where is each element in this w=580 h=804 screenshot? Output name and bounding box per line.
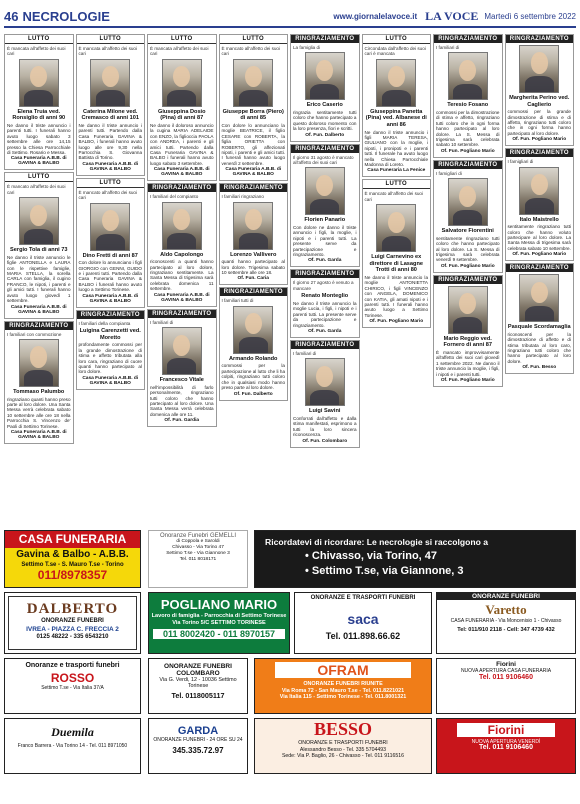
portrait-photo: [376, 204, 416, 252]
ad-brand: Varetto: [485, 602, 527, 617]
notice-intro: È mancato all'affetto dei suoi cari: [78, 189, 138, 201]
deceased-name: Giuseppe Borra (Piero) di anni 85: [222, 108, 284, 122]
obituary-notice: [147, 309, 217, 427]
portrait-photo: [519, 274, 559, 322]
notice-label: LUTTO: [77, 35, 145, 44]
deceased-name: Florien Panario: [304, 217, 346, 224]
funeral-home-signature: Casa Funeraria A.B.B. di GAVINA & BALBO: [82, 293, 139, 304]
funeral-home-signature: Casa Funeraria A.B.B. di GAVINA & BALBO: [10, 304, 67, 315]
section-title: NECROLOGIE: [22, 8, 110, 24]
deceased-name: Elena Truia ved. Ronsiglio di anni 90: [12, 108, 66, 122]
deceased-name: Sergio Tola di anni 73: [10, 247, 68, 254]
obituary-column: [290, 34, 360, 526]
ad-brand: OFRAM: [275, 662, 411, 678]
funeral-home-signature: Of. Fun. Dalberto: [233, 391, 273, 397]
deceased-name: Aldo Capolongo: [160, 251, 204, 258]
notice-intro: È mancata all'affetto dei suoi cari: [78, 46, 138, 57]
obituary-notice: [290, 269, 360, 337]
obituary-notice: [505, 263, 575, 374]
funeral-home-signature: Of. Fun. Caria: [237, 276, 269, 282]
page-number: 46: [4, 8, 19, 24]
notice-label: RINGRAZIAMENTO: [291, 145, 359, 153]
notice-label: LUTTO: [5, 173, 73, 182]
portrait-photo: [519, 167, 559, 215]
reminder-heading: Ricordatevi di ricordare: Le necrologie si raccolgono a: [265, 537, 489, 547]
obituary-notice: [4, 172, 74, 318]
obituary-notice: [4, 321, 74, 444]
notice-label: LUTTO: [363, 35, 431, 44]
ad-contact: Alessandro Besso - Tel. 335 5704493: [299, 746, 387, 753]
notice-intro: È mancato all'affetto dei suoi cari: [364, 191, 424, 202]
ad-brand: BESSO: [313, 719, 373, 739]
ad-fiorini-2[interactable]: [436, 718, 576, 774]
notice-label: LUTTO: [77, 179, 145, 188]
ad-heading: ONORANZE E TRASPORTI FUNEBRI: [310, 595, 416, 601]
notice-intro: È mancata all'affetto dei suoi cari: [150, 46, 209, 57]
ad-address: Via G. Verdi, 12 - 10036 Settimo Torinese: [159, 677, 237, 689]
notice-text: ringrazia sentitamente tutti coloro che hanno partecipato a questo doloroso momento con la loro presenza, fiori e scritti.: [293, 110, 357, 132]
obituary-grid: [4, 34, 576, 526]
notice-label: RINGRAZIAMENTO: [220, 288, 288, 296]
notice-label: RINGRAZIAMENTO: [220, 184, 288, 192]
obituary-column: [362, 34, 432, 526]
notice-label: RINGRAZIAMENTO: [506, 149, 574, 157]
notice-label: RINGRAZIAMENTO: [148, 184, 216, 192]
ad-subtitle: Lavoro di famiglia - Parrocchia di Settimo Torinese: [151, 613, 287, 619]
funeral-home-signature: Of. Fun. Garda: [308, 328, 342, 334]
ad-subtitle: ONORANZE FUNEBRI - 24 ORE SU 24: [153, 737, 243, 743]
ad-subtitle: NUOVA APERTURA VENERDÌ: [471, 739, 541, 745]
notice-text: quanti hanno partecipato al loro dolore. Trigesima sabato 10 settembre alle ore 18.: [221, 259, 285, 276]
obituary-notice: [433, 160, 503, 273]
obituary-notice: [362, 179, 432, 328]
funeral-home-signature: Casa Funeraria A.B.B. di GAVINA & BALBO: [10, 156, 67, 167]
obituary-notice: [219, 287, 289, 400]
ad-varetto[interactable]: [436, 592, 576, 654]
ad-phone: 011/8978357: [37, 568, 108, 582]
notice-intro: È mancato all'affetto dei suoi cari: [221, 46, 281, 57]
deceased-name: Francesco Vitale: [159, 377, 204, 384]
obituary-column: [505, 34, 575, 526]
ad-brand: saca: [347, 611, 379, 627]
obituary-notice: [433, 275, 503, 387]
ad-heading: ONORANZE FUNEBRI: [437, 593, 575, 600]
publication-name: LA VOCE: [425, 8, 479, 23]
obituary-notice: [147, 183, 217, 306]
notice-text: commossi per la partecipazione al lutto che li ha colpiti, ringraziano tutti coloro che in qualsiasi modo hanno preso parte al loro dolore.: [221, 363, 285, 391]
ad-phone: Tel. 011 9106460: [479, 674, 533, 681]
deceased-name: Tommaso Palumbo: [13, 388, 65, 395]
ad-address: Via Italia 115 - Settimo Torinese - Tel. 011.8001321: [279, 694, 407, 700]
ad-brand: DALBERTO: [26, 601, 119, 617]
ad-brand: COLOMBARO: [176, 670, 220, 677]
obituary-notice: [147, 34, 217, 181]
deceased-name: Mario Reggio ved. Fornero di anni 87: [443, 335, 492, 349]
ad-line: di Coppola e Saroldi: [176, 539, 220, 544]
notice-text: Con dolore ne danno il triste annuncio i figli, la moglie, i nipoti e i parenti tutti. La presente serve da partecipazione e ringraziamento.: [293, 225, 357, 258]
portrait-photo: [162, 327, 202, 375]
ad-ofram[interactable]: [254, 658, 432, 714]
obituary-notice: [290, 144, 360, 268]
portrait-photo: [233, 306, 273, 354]
notice-text: riconoscenti per la dimostrazione di affetto e di stima tributata al loro caro, ringraziano tutti coloro che hanno partecipato al loro dolore.: [507, 331, 571, 364]
portrait-photo: [448, 178, 488, 226]
deceased-name: Margherita Perino ved. Caglierio: [509, 95, 570, 108]
ad-phone: 011 8002420 - 011 8970157: [153, 629, 285, 639]
notice-label: LUTTO: [5, 35, 73, 44]
notice-text: Con dolore lo annunciano la moglie BEATRICE, il figlio CESARE con ROBERTA, la figlia ORIETTA con ROBERTO, gli affezionati nipoti, i parenti e gli amici tutti. I funerali hanno avuto luogo venerdì 2 settembre.: [221, 123, 285, 166]
portrait-photo: [305, 358, 345, 406]
funeral-home-signature: Of. Fun. Colombaro: [302, 438, 348, 444]
deceased-name: Luigina Carenzetti ved. Moretto: [79, 328, 141, 341]
page-header: [4, 6, 576, 28]
notice-text: commossi per la dimostrazione di stima e affetto, ringraziano tutti coloro che in ogni forma hanno partecipato al loro dolore. La S. Messa di trigesima sarà celebrata sabato 10 settembre.: [436, 110, 500, 148]
portrait-photo: [519, 45, 559, 93]
notice-label: RINGRAZIAMENTO: [434, 161, 502, 169]
deceased-name: Pasquale Scordamaglia: [507, 324, 571, 331]
portrait-photo: [233, 59, 273, 107]
ad-subtitle: NUOVA APERTURA CASA FUNERARIA: [460, 668, 552, 674]
ad-pogliano-mario[interactable]: [148, 592, 290, 654]
ad-dalberto[interactable]: [4, 592, 141, 654]
notice-text: È mancato improvvisamente all'affetto dei suoi cari giovedì 1 settembre 2022. Ne danno il triste annuncio la moglie, i figli, i nipoti e i parenti tutti.: [436, 350, 500, 377]
deceased-name: Luigi Carnevino ex direttore di Lasagne Trotti di anni 80: [369, 254, 423, 274]
ad-subtitle: ONORANZE E TRASPORTI FUNEBRI: [298, 740, 388, 746]
ad-brand: GARDA: [177, 725, 219, 737]
ad-saca[interactable]: [294, 592, 432, 654]
ad-colombaro[interactable]: [148, 658, 248, 714]
obituary-notice: [290, 340, 360, 448]
notice-text: Ne danno il triste annuncio le figlie ANTONELLA e LAURA con le rispettive famiglie, MARIA STELLA, la sorella CARLA con famiglia, il cugino FRANCO, le nipoti, i parenti e gli amici tutti. I funerali hanno avuto luogo giovedì 1 settembre.: [7, 254, 71, 304]
ad-line: Settimo T.se - Via Giannone 3: [166, 551, 230, 556]
ad-heading: ONORANZE FUNEBRI: [164, 663, 232, 670]
notice-label: RINGRAZIAMENTO: [434, 276, 502, 284]
funeral-home-signature: Casa Funeraria A.B.B. di GAVINA & BALBO: [82, 375, 139, 386]
deceased-name: Dino Fretti di anni 87: [82, 252, 138, 259]
deceased-name: Renato Monteglio: [301, 293, 349, 300]
funeral-home-signature: Of. Fun. Besso: [522, 365, 557, 371]
portrait-photo: [233, 202, 273, 250]
notice-label: LUTTO: [363, 180, 431, 189]
portrait-photo: [305, 52, 345, 100]
ad-subtitle: ONORANZE FUNEBRI: [41, 618, 104, 624]
obituary-notice: [219, 183, 289, 285]
notice-text: Ne danno il triste annuncio i parenti tutti. I funerali hanno avuto luogo sabato 3 settembre alle ore 14,15 presso la Chiesa Parrocchiale di Settimo. Rosario e Messa.: [7, 123, 71, 156]
notice-text: commossi per la grande dimostrazione di stima e di affetto, ringraziano tutti coloro che in ogni forma hanno partecipato al loro dolore.: [507, 109, 571, 136]
funeral-home-signature: Casa Funeraria La Fenice: [367, 168, 426, 174]
funeral-home-signature: Of. Fun. Pogliano Mario: [440, 378, 495, 384]
obituary-column: [219, 34, 289, 526]
notice-text: Conforrati dall'affetto e dalla stima manifestati, esprimono a tutti la loro sincera riconoscenza.: [293, 415, 357, 438]
notice-intro: I familiari con commozione: [7, 331, 62, 337]
notice-intro: I famigliari di: [507, 159, 534, 165]
notice-intro: I familiari di: [436, 45, 460, 50]
ad-necrologie-reminder: [254, 530, 576, 588]
deceased-name: Italo Maistrello: [519, 216, 559, 223]
notice-text: Ne danno il doloroso annuncio la cugina MARIA ADELAIDE con ENZO, la figlioccia PAOLA con ANDREA, i parenti e gli amici tutti. Partendo dalla Casa Funeraria GAVINA & BALBO i funerali hanno avuto luogo sabato 3 settembre.: [150, 123, 214, 166]
ad-locations: Settimo T.se - S. Mauro T.se - Torino: [21, 562, 124, 568]
notice-intro: Il giorno 31 agosto è mancato all'affetto dei suoi cari: [293, 154, 354, 166]
notice-text: Ne danno il triste annuncio i figli MARIA TERESA, GIULIANO con la moglie, i nipoti, i pronipoti e i parenti tutti. Il funerale ha avuto luogo nella Chiesa Parrocchiale Madonna di Loreto.: [364, 129, 428, 168]
portrait-photo: [448, 286, 488, 334]
obituary-notice: [433, 34, 503, 158]
obituary-notice: [76, 310, 146, 390]
notice-label: RINGRAZIAMENTO: [291, 270, 359, 278]
notice-intro: I familiari del compianto: [150, 194, 199, 200]
obituary-notice: [505, 34, 575, 146]
deceased-name: Erico Caserio: [306, 102, 343, 109]
ad-phone: Tel. 011 9106460: [479, 744, 533, 751]
issue-date: Martedì 6 settembre 2022: [484, 11, 576, 21]
obituary-notice: [76, 34, 146, 176]
notice-intro: I familiari tutti di: [221, 298, 254, 304]
obituary-notice: [290, 34, 360, 142]
deceased-name: Giuseppina Panetta (Pina) ved. Albanese di anni 86: [365, 108, 427, 128]
ad-title: CASA FUNERARIA: [5, 531, 140, 548]
portrait-photo: [19, 59, 59, 107]
ad-phone: Tel. 011.898.66.62: [325, 631, 401, 641]
notice-label: RINGRAZIAMENTO: [434, 35, 502, 43]
ad-address: IVREA - PIAZZA C. FRECCIA 2: [26, 626, 119, 633]
website-link[interactable]: www.giornalelavoce.it: [333, 11, 418, 21]
ad-phone: Tel: 011/910 2118 - Cell: 347 4739 432: [457, 627, 555, 633]
notice-text: ringraziano quanti hanno preso parte al loro dolore. Una Santa Messa verrà celebrata sabato 10 settembre alle ore 18 nella Parrocchia S. Vincenzo de' Paoli di Settimo Torinese.: [7, 396, 71, 429]
reminder-location-2: • Settimo T.se, via Giannone, 3: [305, 565, 464, 577]
ad-gemelli[interactable]: [148, 530, 248, 588]
ad-garda[interactable]: [148, 718, 248, 774]
ad-brand: ROSSO: [50, 671, 95, 685]
ad-fiorini[interactable]: [436, 658, 576, 714]
funeral-home-signature: Of. Fun. Pogliano Mario: [369, 319, 424, 325]
notice-intro: È mancato all'affetto dei suoi cari: [7, 184, 66, 195]
notice-text: sentitamente ringraziano tutti coloro che hanno voluto partecipare al loro dolore. La Santa Messa di trigesima sarà celebrata sabato 10 settembre.: [507, 224, 571, 251]
notice-intro: Circondata dall'affetto dei suoi cari è mancata: [364, 46, 426, 57]
portrait-photo: [19, 197, 59, 245]
ad-brand: POGLIANO MARIO: [160, 597, 278, 612]
ad-brand: Fiorini: [496, 661, 516, 668]
obituary-notice: [219, 34, 289, 181]
ad-phone: 345.335.72.97: [172, 746, 224, 755]
funeral-home-signature: Of. Fun. Pogliano Mario: [440, 148, 495, 154]
portrait-photo: [19, 339, 59, 387]
obituary-column: [76, 34, 146, 526]
notice-text: Con dolore lo annunciano i figli GIORGIO con GENNI, GUIDO e i parenti tutti. Partendo dalla Casa Funeraria GAVINA & BALBO i funerali hanno avuto luogo a Settimo Torinese.: [78, 260, 142, 293]
notice-intro: I familiari di: [150, 319, 174, 325]
obituary-column: [147, 34, 217, 526]
portrait-photo: [90, 203, 130, 251]
notice-text: Ne danno il triste annuncio la moglie ANTONIETTA CHIRICO, i figli VINCENZO con ANGELA, DOMENICO con KATIA, gli amati nipoti e i parenti tutti. I funerali hanno avuto luogo a Settimo Torinese.: [364, 275, 428, 318]
deceased-name: Armando Rolando: [229, 355, 278, 362]
portrait-photo: [162, 202, 202, 250]
ad-besso[interactable]: [254, 718, 432, 774]
ad-heading: Onoranze e trasporti funebri: [25, 662, 120, 669]
notice-label: RINGRAZIAMENTO: [77, 311, 145, 319]
ad-brand: Fiorini: [457, 723, 555, 737]
ad-address: Settimo T.se - Via Italia 37/A: [41, 685, 104, 691]
ad-phone: 0125 48222 - 335 6543210: [36, 634, 109, 640]
ad-line: Chivasso - Via Torino 47: [172, 545, 224, 550]
notice-label: RINGRAZIAMENTO: [506, 264, 574, 272]
ad-logo-text: Onoranze Funebri GEMELLI: [159, 533, 237, 539]
funeral-home-signature: Of. Fun. Dalberto: [305, 132, 345, 138]
funeral-home-signature: Casa Funeraria A.B.B. di GAVINA & BALBO: [153, 292, 210, 303]
obituary-column: [4, 34, 74, 526]
notice-text: riconoscenti a quanti hanno partecipato al loro dolore, ringraziano sentitamente. La Santa Messa di trigesima sarà celebrata domenica 11 settembre.: [150, 259, 214, 292]
portrait-photo: [90, 59, 130, 107]
notice-intro: I famigliari di: [436, 170, 462, 176]
notice-intro: Il giorno 27 agosto è venuto a mancare: [293, 280, 354, 291]
ad-gavina-balbo[interactable]: [4, 530, 141, 588]
notice-text: Ne danno il triste annuncio la moglie Lucia, i figli, i nipoti e i parenti tutti. La presente serve da partecipazione e ringraziamento.: [293, 300, 357, 328]
ad-rosso[interactable]: [4, 658, 141, 714]
notice-text: Ne danno il triste annuncio i parenti tutti. Partendo dalla Casa Funeraria GAVINA & BALBO, i funerali hanno avuto luogo alle ore 9,30 nella Parrocchia S. Giovanna Battista di Torino.: [78, 123, 142, 161]
obituary-notice: [505, 148, 575, 261]
ad-address: CASA FUNERARIA - Via Moncenisio 1 - Chivasso: [450, 618, 562, 624]
notice-intro: La famiglia di: [293, 45, 321, 50]
funeral-home-signature: Of. Fun. Garda: [308, 258, 342, 264]
ad-line: Tel. 011 8018171: [179, 557, 217, 562]
notice-label: RINGRAZIAMENTO: [5, 322, 73, 330]
deceased-name: Teresio Fosano: [447, 102, 489, 109]
ad-address: Via Roma 72 - San Mauro T.se - Tel. 011.8221021: [281, 687, 405, 694]
notice-label: RINGRAZIAMENTO: [291, 341, 359, 349]
obituary-column: [433, 34, 503, 526]
notice-intro: I familiari della compianta: [78, 320, 131, 326]
funeral-home-signature: Casa Funeraria A.B.B. di GAVINA & BALBO: [82, 161, 139, 172]
obituary-notice: [362, 34, 432, 177]
notice-label: LUTTO: [148, 35, 216, 44]
obituary-notice: [76, 178, 146, 308]
portrait-photo: [305, 167, 345, 215]
reminder-location-1: • Chivasso, via Torino, 47: [305, 550, 438, 562]
funeral-home-signature: Casa Funeraria A.B.B. di GAVINA & BALBO: [10, 429, 67, 440]
ad-brand: Duemila: [51, 725, 94, 739]
portrait-photo: [162, 59, 202, 107]
deceased-name: Lorenzo Vallivero: [230, 251, 277, 258]
ad-phone: Tel. 0118005117: [171, 691, 225, 700]
notice-text: sentitamente ringraziano tutti coloro che hanno partecipato al loro dolore. La S. Messa di trigesima sarà celebrata venerdì 9 settembre.: [436, 235, 500, 263]
ad-address: Via Torino 5/C SETTIMO TORINESE: [172, 620, 266, 626]
notice-intro: I familiari ringraziano: [221, 194, 264, 200]
deceased-name: Luigi Savini: [309, 408, 341, 415]
notice-text: nell'impossibilità di farlo personalmente, ringraziano tutti coloro che hanno partecipato al loro dolore. Una Santa Messa verrà celebrata domenica alle ore 11.: [150, 384, 214, 417]
notice-label: RINGRAZIAMENTO: [148, 310, 216, 318]
funeral-home-signature: Casa Funeraria A.B.B. di GAVINA & BALBO: [153, 167, 210, 178]
notice-intro: I familiari di: [293, 350, 317, 356]
ads-area: [4, 530, 576, 802]
funeral-home-signature: Of. Fun. Pogliano Mario: [512, 252, 567, 258]
notice-label: LUTTO: [220, 35, 288, 44]
deceased-name: Salvatore Fiorentini: [441, 228, 494, 235]
notice-text: profondamente commossi per la grande dimostrazione di stima e affetto tributata alla loro cara, ringraziano di cuore quanti hanno partecipato al loro dolore.: [78, 342, 142, 375]
deceased-name: Giuseppina Dosio (Pina) di anni 87: [157, 108, 206, 122]
funeral-home-signature: Casa Funeraria A.B.B. di GAVINA & BALBO: [225, 167, 282, 178]
ad-subtitle: Gavina & Balbo - A.B.B.: [16, 549, 129, 560]
deceased-name: Caterina Milone ved. Cremasco di anni 101: [81, 108, 140, 122]
ad-duemila[interactable]: [4, 718, 141, 774]
notice-label: RINGRAZIAMENTO: [506, 35, 574, 43]
funeral-home-signature: Of. Fun. Pogliano Mario: [440, 263, 495, 269]
portrait-photo: [376, 59, 416, 107]
funeral-home-signature: Of. Fun. Pogliano Mario: [512, 137, 567, 143]
ad-frame: [8, 596, 137, 650]
ad-address: Sede: Via P. Baglio, 26 - Chivasso - Tel. 011 9116516: [281, 753, 405, 759]
obituary-notice: [4, 34, 74, 170]
ad-address: Franco Barrera - Via Torino 14 - Tel. 011 8971050: [17, 743, 128, 749]
notice-intro: È mancata all'affetto dei suoi cari: [7, 46, 66, 57]
notice-label: RINGRAZIAMENTO: [291, 35, 359, 43]
ad-subtitle: ONORANZE FUNEBRI RIUNITE: [303, 681, 383, 687]
funeral-home-signature: Of. Fun. Gardia: [164, 418, 200, 424]
portrait-photo: [448, 52, 488, 100]
